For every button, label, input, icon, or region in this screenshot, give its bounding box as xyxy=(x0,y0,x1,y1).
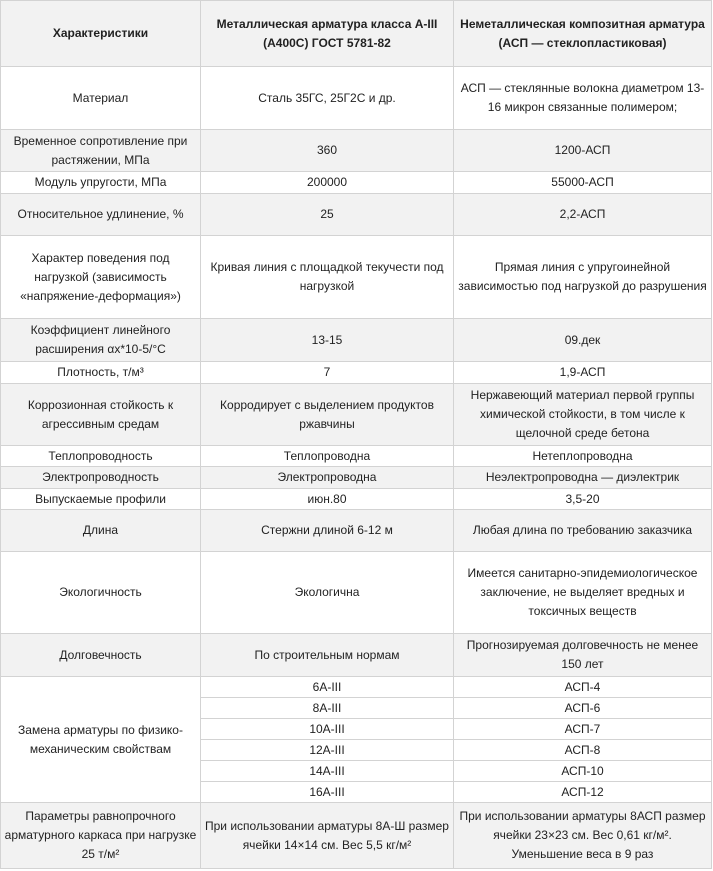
frame-nonmetal: При использовании арматуры 8АСП размер ячейки 23×23 см. Вес 0,61 кг/м². Уменьшение веса в 9 раз xyxy=(454,803,712,869)
replacement-metal: 10А-III xyxy=(201,719,454,740)
replacement-nonmetal: АСП-10 xyxy=(454,761,712,782)
nonmetal-value: Неэлектропроводна — диэлектрик xyxy=(454,467,712,489)
nonmetal-value: Имеется санитарно-эпидемиологическое заключение, не выделяет вредных и токсичных веществ xyxy=(454,552,712,634)
row-label: Временное сопротивление при растяжении, МПа xyxy=(1,130,201,172)
table-row xyxy=(1,319,712,362)
replacement-nonmetal: АСП-12 xyxy=(454,782,712,803)
row-label: Длина xyxy=(1,510,201,552)
row-label: Плотность, т/м³ xyxy=(1,362,201,384)
row-label: Характер поведения под нагрузкой (зависимость «напряжение-деформация») xyxy=(1,236,201,319)
row-label: Коррозионная стойкость к агрессивным средам xyxy=(1,384,201,446)
nonmetal-value: 09.дек xyxy=(454,319,712,362)
replacement-nonmetal: АСП-6 xyxy=(454,698,712,719)
replacement-nonmetal: АСП-7 xyxy=(454,719,712,740)
table-row xyxy=(1,384,712,446)
replacement-metal: 16А-III xyxy=(201,782,454,803)
header-characteristics: Характеристики xyxy=(1,1,201,67)
metal-value: Сталь 35ГС, 25Г2С и др. xyxy=(201,67,454,130)
nonmetal-value: Прямая линия с упругоинейной зависимостью под нагрузкой до разрушения xyxy=(454,236,712,319)
nonmetal-value: Нержавеющий материал первой группы химической стойкости, в том числе к щелочной среде бетона xyxy=(454,384,712,446)
metal-value: 200000 xyxy=(201,172,454,194)
nonmetal-value: АСП — стеклянные волокна диаметром 13-16 микрон связанные полимером; xyxy=(454,67,712,130)
frame-row xyxy=(1,803,712,869)
nonmetal-value: Прогнозируемая долговечность не менее 150 лет xyxy=(454,634,712,677)
row-label: Модуль упругости, МПа xyxy=(1,172,201,194)
replacement-metal: 8А-III xyxy=(201,698,454,719)
metal-value: 25 xyxy=(201,194,454,236)
replacement-metal: 12А-III xyxy=(201,740,454,761)
header-metal: Металлическая арматура класса А-III (А400С) ГОСТ 5781-82 xyxy=(201,1,454,67)
frame-label: Параметры равнопрочного арматурного каркаса при нагрузке 25 т/м² xyxy=(1,803,201,869)
metal-value: Электропроводна xyxy=(201,467,454,489)
table-row xyxy=(1,634,712,677)
replacement-row xyxy=(1,677,712,698)
metal-value: 7 xyxy=(201,362,454,384)
metal-value: Кривая линия с площадкой текучести под нагрузкой xyxy=(201,236,454,319)
row-label: Долговечность xyxy=(1,634,201,677)
metal-value: Экологична xyxy=(201,552,454,634)
nonmetal-value: Нетеплопроводна xyxy=(454,446,712,467)
replacement-nonmetal: АСП-4 xyxy=(454,677,712,698)
header-nonmetal: Неметаллическая композитная арматура (АСП — стеклопластиковая) xyxy=(454,1,712,67)
replacement-metal: 14А-III xyxy=(201,761,454,782)
metal-value: Корродирует с выделением продуктов ржавчины xyxy=(201,384,454,446)
row-label: Выпускаемые профили xyxy=(1,489,201,510)
nonmetal-value: 55000-АСП xyxy=(454,172,712,194)
table-row xyxy=(1,67,712,130)
table-row xyxy=(1,172,712,194)
table-row xyxy=(1,467,712,489)
table-row xyxy=(1,446,712,467)
row-label: Материал xyxy=(1,67,201,130)
table-row xyxy=(1,130,712,172)
table-row xyxy=(1,236,712,319)
table-row xyxy=(1,194,712,236)
replacement-label: Замена арматуры по физико-механическим свойствам xyxy=(1,677,201,803)
table-row xyxy=(1,510,712,552)
metal-value: По строительным нормам xyxy=(201,634,454,677)
row-label: Экологичность xyxy=(1,552,201,634)
metal-value: 13-15 xyxy=(201,319,454,362)
nonmetal-value: 1200-АСП xyxy=(454,130,712,172)
metal-value: Теплопроводна xyxy=(201,446,454,467)
row-label: Относительное удлинение, % xyxy=(1,194,201,236)
nonmetal-value: 1,9-АСП xyxy=(454,362,712,384)
metal-value: Стержни длиной 6-12 м xyxy=(201,510,454,552)
metal-value: 360 xyxy=(201,130,454,172)
table-row xyxy=(1,552,712,634)
nonmetal-value: 3,5-20 xyxy=(454,489,712,510)
nonmetal-value: 2,2-АСП xyxy=(454,194,712,236)
row-label: Электропроводность xyxy=(1,467,201,489)
replacement-metal: 6А-III xyxy=(201,677,454,698)
table-row xyxy=(1,489,712,510)
table-header-row xyxy=(1,1,712,67)
replacement-nonmetal: АСП-8 xyxy=(454,740,712,761)
table-row xyxy=(1,362,712,384)
row-label: Теплопроводность xyxy=(1,446,201,467)
frame-metal: При использовании арматуры 8А-Ш размер ячейки 14×14 см. Вес 5,5 кг/м² xyxy=(201,803,454,869)
metal-value: июн.80 xyxy=(201,489,454,510)
row-label: Коэффициент линейного расширения αх*10-5/°С xyxy=(1,319,201,362)
nonmetal-value: Любая длина по требованию заказчика xyxy=(454,510,712,552)
